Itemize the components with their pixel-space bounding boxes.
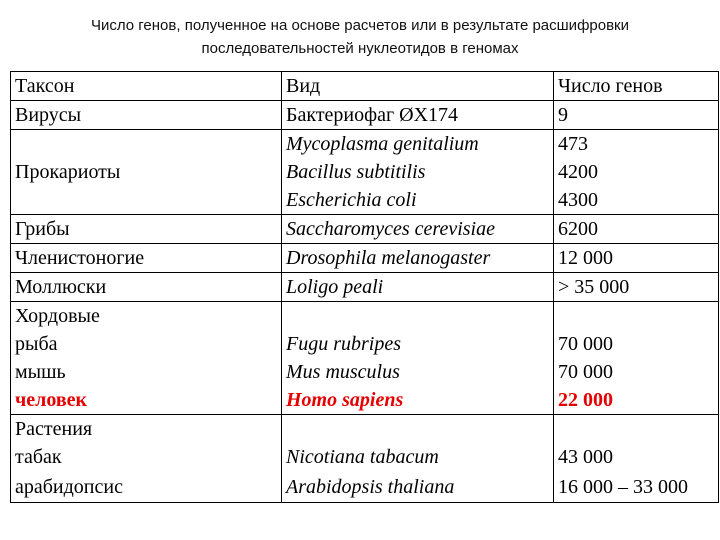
table-row <box>11 330 719 358</box>
species-cell: Nicotiana tabacum <box>282 443 554 471</box>
species-cell: Mus musculus <box>282 358 554 386</box>
table-header-row <box>11 72 719 101</box>
taxon-cell: Вирусы <box>11 101 282 130</box>
gene-count-cell: 473 <box>554 130 719 159</box>
taxon-cell: Прокариоты <box>11 130 282 215</box>
taxon-cell: табак <box>11 443 282 471</box>
genes-table <box>10 71 719 503</box>
gene-count-cell <box>554 415 719 444</box>
taxon-cell: Членистоногие <box>11 244 282 273</box>
taxon-cell: арабидопсис <box>11 471 282 503</box>
table-row <box>11 471 719 503</box>
species-cell <box>282 415 554 444</box>
species-cell: Mycoplasma genitalium <box>282 130 554 159</box>
taxon-cell: Грибы <box>11 215 282 244</box>
species-cell: Escherichia coli <box>282 186 554 215</box>
gene-count-cell: 4300 <box>554 186 719 215</box>
table-row-highlighted <box>11 386 719 415</box>
header-species: Вид <box>282 72 554 101</box>
table-row <box>11 101 719 130</box>
table-row <box>11 358 719 386</box>
gene-count-cell: 6200 <box>554 215 719 244</box>
page-title <box>0 14 720 60</box>
table-row <box>11 302 719 331</box>
title-line-1: Число генов, полученное на основе расчетов или в результате расшифровки <box>90 17 629 34</box>
taxon-cell: мышь <box>11 358 282 386</box>
gene-count-cell: 4200 <box>554 158 719 186</box>
gene-count-cell: 12 000 <box>554 244 719 273</box>
taxon-cell: рыба <box>11 330 282 358</box>
taxon-cell: Хордовые <box>11 302 282 331</box>
gene-count-cell: 16 000 – 33 000 <box>554 471 719 503</box>
species-cell-human: Homo sapiens <box>282 386 554 415</box>
table-row <box>11 130 719 159</box>
species-cell: Arabidopsis thaliana <box>282 471 554 503</box>
table-row <box>11 415 719 444</box>
taxon-cell-human: человек <box>11 386 282 415</box>
species-cell: Drosophila melanogaster <box>282 244 554 273</box>
gene-count-cell-human: 22 000 <box>554 386 719 415</box>
gene-count-cell: 43 000 <box>554 443 719 471</box>
species-cell <box>282 302 554 331</box>
gene-count-cell: 70 000 <box>554 330 719 358</box>
table-row <box>11 244 719 273</box>
table-row <box>11 273 719 302</box>
taxon-cell: Растения <box>11 415 282 444</box>
species-cell: Fugu rubripes <box>282 330 554 358</box>
taxon-cell: Моллюски <box>11 273 282 302</box>
title-line-2: последовательностей нуклеотидов в геномах <box>201 40 519 57</box>
species-cell: Bacillus subtitilis <box>282 158 554 186</box>
gene-count-cell: 9 <box>554 101 719 130</box>
species-cell: Loligo peali <box>282 273 554 302</box>
header-taxon: Таксон <box>11 72 282 101</box>
gene-count-cell <box>554 302 719 331</box>
species-cell: Бактериофаг ØX174 <box>282 101 554 130</box>
header-gene-count: Число генов <box>554 72 719 101</box>
table-row <box>11 443 719 471</box>
species-cell: Saccharomyces cerevisiae <box>282 215 554 244</box>
table-row <box>11 215 719 244</box>
gene-count-cell: 70 000 <box>554 358 719 386</box>
gene-count-cell: > 35 000 <box>554 273 719 302</box>
